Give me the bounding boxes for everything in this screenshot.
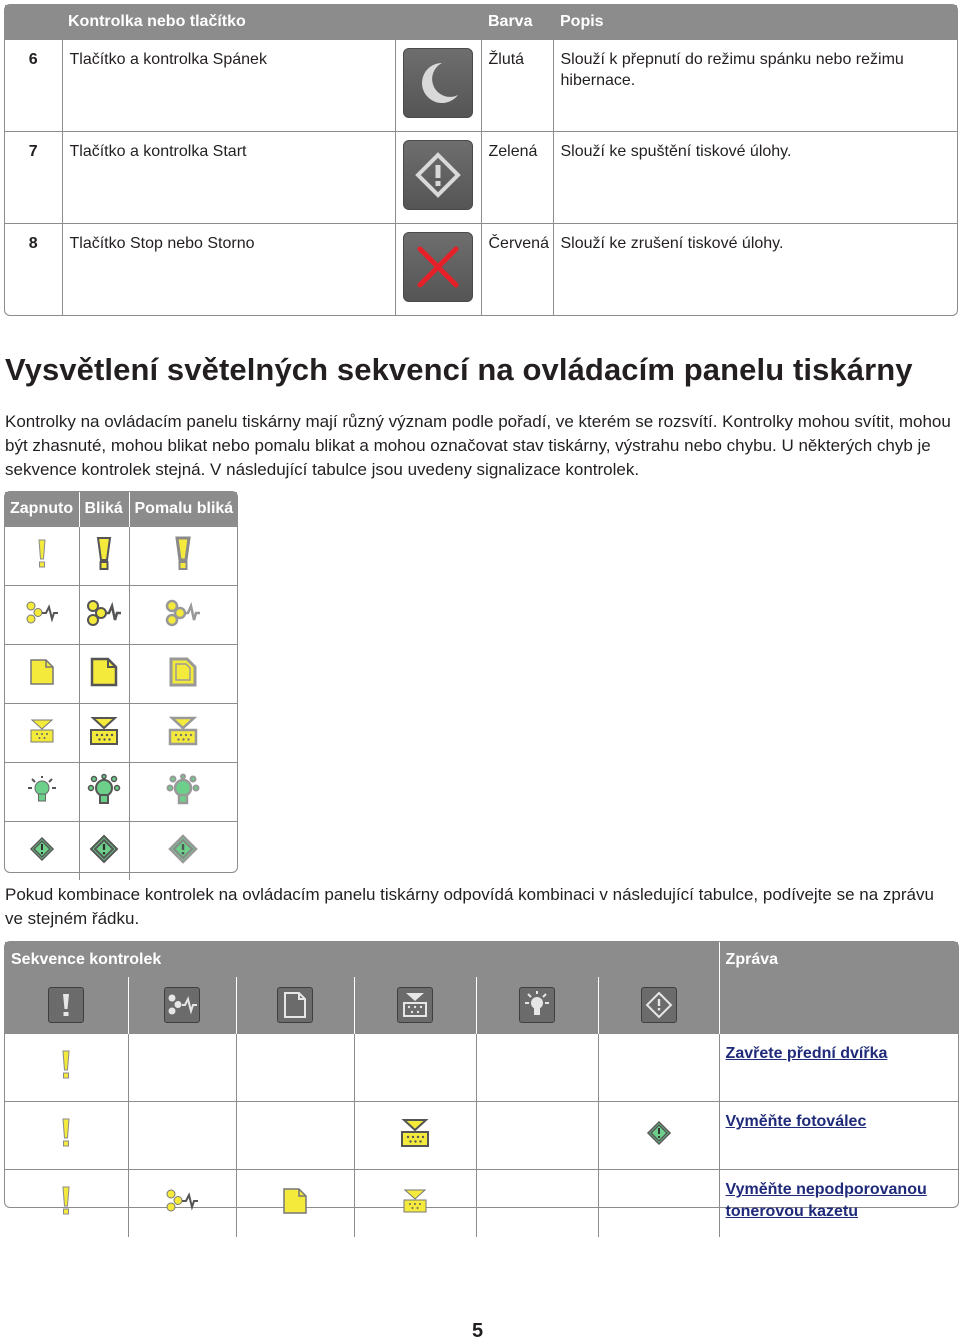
control-description: Slouží ke spuštění tiskové úlohy. <box>553 131 957 223</box>
activity-icon <box>86 599 122 627</box>
paper-icon <box>278 988 312 1022</box>
header-description: Popis <box>553 5 957 39</box>
light-sequence-table <box>4 941 959 1220</box>
exclamation-icon <box>60 1050 72 1080</box>
sleep-button[interactable] <box>403 48 473 118</box>
table-row <box>5 586 237 645</box>
start-diamond-icon <box>169 835 197 863</box>
bulb-button-icon <box>519 987 555 1023</box>
row-number: 7 <box>5 131 62 223</box>
start-button-icon <box>641 987 677 1023</box>
moon-icon <box>404 49 472 117</box>
row-number: 6 <box>5 39 62 131</box>
table-row <box>5 39 957 131</box>
bulb-icon <box>26 775 58 805</box>
table-row <box>5 131 957 223</box>
toner-icon <box>89 716 119 746</box>
header-sequence: Sekvence kontrolek <box>5 942 719 977</box>
activity-icon <box>165 599 201 627</box>
toner-icon <box>398 988 432 1022</box>
page-number: 5 <box>472 1320 484 1342</box>
stop-button[interactable] <box>403 232 473 302</box>
bulb-icon <box>87 774 121 806</box>
message-link[interactable]: Vyměňte nepodporovanou tonerovou kazetu <box>725 1181 927 1220</box>
toner-icon <box>402 1188 428 1214</box>
combination-paragraph: Pokud kombinace kontrolek na ovládacím panelu tiskárny odpovídá kombinaci v následující tabulce, podívejte se na zprávu ve stejném řádku. <box>5 885 934 928</box>
header-slow-blinking: Pomalu bliká <box>129 492 237 527</box>
toner-icon <box>29 718 55 744</box>
exclamation-icon <box>174 537 192 571</box>
paper-icon <box>169 657 197 687</box>
paper-icon <box>90 657 118 687</box>
toner-button-icon <box>397 987 433 1023</box>
paper-icon <box>29 658 55 686</box>
buttons-table <box>4 4 958 316</box>
control-color: Žlutá <box>481 39 553 131</box>
header-blinking: Bliká <box>79 492 129 527</box>
table-row <box>5 1034 958 1102</box>
header-control: Kontrolka nebo tlačítko <box>5 5 481 39</box>
table-row <box>5 763 237 822</box>
error-button-icon <box>48 987 84 1023</box>
header-message: Zpráva <box>719 942 958 977</box>
start-diamond-icon <box>29 836 55 862</box>
exclamation-icon <box>60 1186 72 1216</box>
message-link[interactable]: Vyměňte fotoválec <box>725 1113 867 1130</box>
activity-icon <box>25 600 59 626</box>
start-diamond-icon <box>90 835 118 863</box>
row-number: 8 <box>5 223 62 315</box>
table-row <box>5 1102 958 1170</box>
control-name: Tlačítko a kontrolka Start <box>62 131 395 223</box>
activity-icon <box>165 988 199 1022</box>
table-row <box>5 822 237 881</box>
paper-icon <box>282 1187 308 1215</box>
control-color: Červená <box>481 223 553 315</box>
table-row <box>5 527 237 586</box>
toner-icon <box>400 1118 430 1148</box>
header-on: Zapnuto <box>5 492 79 527</box>
light-states-table <box>4 491 238 873</box>
start-button[interactable] <box>403 140 473 210</box>
intro-paragraph: Kontrolky na ovládacím panelu tiskárny mají různý význam podle pořadí, ve kterém se rozsvítí. Kontrolky mohou svítit, mohou být zhasnuté, mohou blikat nebo pomalu blikat a mohou označovat stav tiskárny, výstrahu nebo chybu. U některých chyb je sekvence kontrolek stejná. V následující tabulce jsou uvedeny signalizace kontrolek. <box>5 412 951 479</box>
control-description: Slouží ke zrušení tiskové úlohy. <box>553 223 957 315</box>
bulb-icon <box>166 774 200 806</box>
start-diamond-icon <box>404 141 472 209</box>
control-color: Zelená <box>481 131 553 223</box>
bulb-icon <box>520 988 554 1022</box>
exclamation-icon <box>36 539 48 569</box>
toner-icon <box>168 716 198 746</box>
table-row <box>5 223 957 315</box>
start-diamond-icon <box>642 988 676 1022</box>
section-heading: Vysvětlení světelných sekvencí na ovládacím panelu tiskárny <box>5 352 913 387</box>
table-row <box>5 1170 958 1238</box>
activity-icon <box>165 1188 199 1214</box>
exclamation-icon <box>49 988 83 1022</box>
activity-button-icon <box>164 987 200 1023</box>
control-description: Slouží k přepnutí do režimu spánku nebo režimu hibernace. <box>553 39 957 131</box>
message-link[interactable]: Zavřete přední dvířka <box>725 1045 888 1062</box>
start-diamond-icon <box>646 1120 672 1146</box>
stop-x-icon <box>404 233 472 301</box>
header-color: Barva <box>481 5 553 39</box>
table-row <box>5 645 237 704</box>
exclamation-icon <box>95 537 113 571</box>
table-row <box>5 704 237 763</box>
control-name: Tlačítko a kontrolka Spánek <box>62 39 395 131</box>
control-name: Tlačítko Stop nebo Storno <box>62 223 395 315</box>
exclamation-icon <box>60 1118 72 1148</box>
paper-button-icon <box>277 987 313 1023</box>
